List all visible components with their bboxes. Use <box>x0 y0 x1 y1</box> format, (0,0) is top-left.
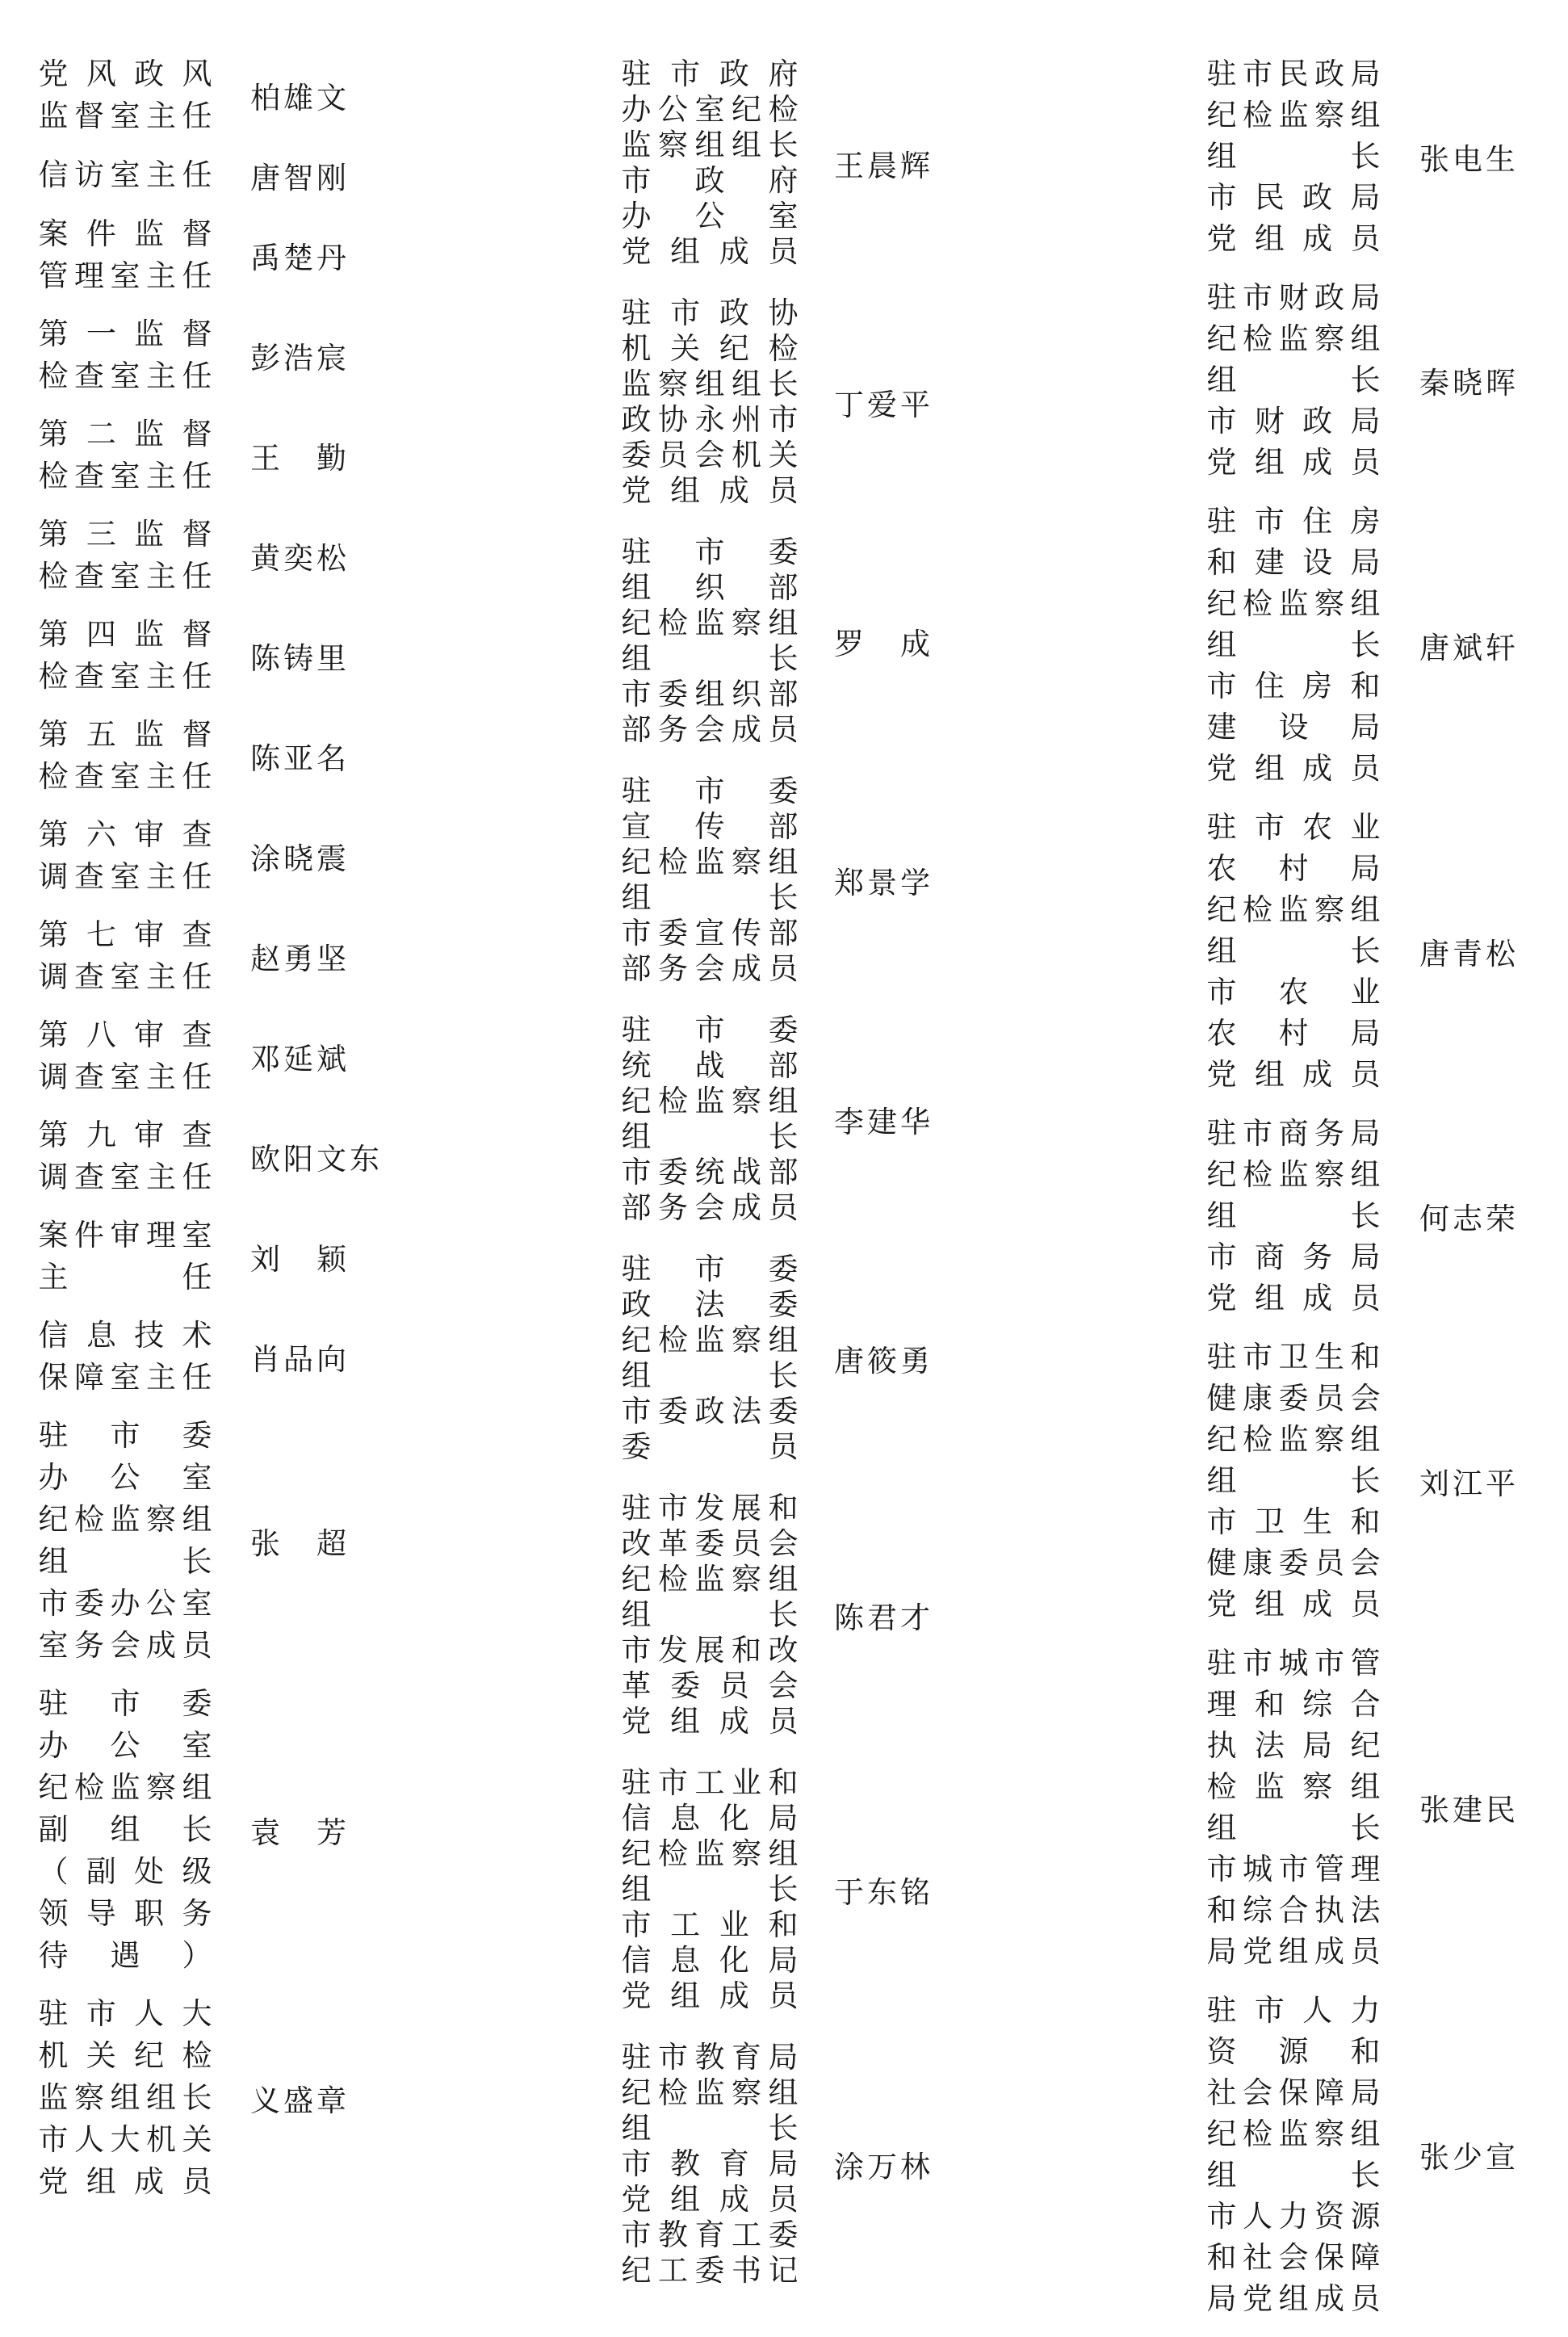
position-title-line: 第 七 审 查 <box>38 917 212 952</box>
position-title-line: 驻 市 财 政 局 <box>1206 280 1381 315</box>
position-title-line: 办 公 室 <box>38 1728 212 1763</box>
position-title <box>37 213 213 297</box>
position-title-line: 机 关 纪 检 <box>621 331 799 366</box>
position-title-line: 组 织 部 <box>621 570 799 605</box>
position-title-line: 纪 检 监 察 组 <box>1206 2117 1381 2151</box>
person-name: 义盛章 <box>250 2083 350 2118</box>
personnel-entry <box>37 1993 383 2203</box>
position-title-line: 委 员 会 机 关 <box>621 438 799 472</box>
person-name: 丁爱平 <box>834 388 933 422</box>
position-title-line: 驻 市 人 力 <box>1206 1993 1381 2028</box>
position-title-line: 纪 检 监 察 组 <box>38 1770 212 1805</box>
position-title-line: 检 查 室 主 任 <box>38 459 212 493</box>
position-title <box>37 1315 213 1399</box>
person-name: 柏雄文 <box>250 81 350 115</box>
position-title-line: 纪 检 监 察 组 <box>621 1084 799 1118</box>
position-title-line: 局 党 组 成 员 <box>1206 1934 1381 1969</box>
person-name: 刘江平 <box>1419 1466 1519 1501</box>
position-title-line: 市 城 市 管 理 <box>1206 1852 1381 1886</box>
position-title-line: 市 发 展 和 改 <box>621 1633 799 1668</box>
position-title-line: 党 组 成 员 <box>1206 445 1381 480</box>
personnel-entry <box>37 514 383 598</box>
position-title-line: 市 住 房 和 <box>1206 669 1381 703</box>
person-name: 袁 芳 <box>250 1815 350 1850</box>
personnel-entry <box>620 1252 933 1465</box>
position-title-line: 党 组 成 员 <box>621 1978 799 2013</box>
position-title-line: 组 长 <box>621 1597 799 1632</box>
position-title-line: 党 风 政 风 <box>38 57 212 91</box>
position-title <box>1205 1643 1381 1972</box>
person-name: 肖品向 <box>250 1342 350 1377</box>
personnel-entry <box>37 1415 383 1667</box>
position-title <box>620 1491 799 1739</box>
position-title-line: 检 查 室 主 任 <box>38 659 212 694</box>
personnel-entry <box>620 2040 933 2289</box>
position-title-line: 组 长 <box>621 1119 799 1154</box>
position-title-line: 纪 检 监 察 组 <box>1206 1422 1381 1457</box>
person-name: 陈铸里 <box>250 641 350 676</box>
position-title-line: 驻 市 商 务 局 <box>1206 1116 1381 1151</box>
position-title-line: 市 人 力 资 源 <box>1206 2199 1381 2234</box>
position-title <box>37 1683 213 1977</box>
position-title-line: 第 六 审 查 <box>38 817 212 852</box>
position-title-line: 驻 市 住 房 <box>1206 504 1381 539</box>
personnel-entry <box>620 774 933 987</box>
position-title <box>1205 53 1381 259</box>
position-title <box>1205 501 1381 789</box>
position-title-line: 第 九 审 查 <box>38 1118 212 1152</box>
position-title-line: 信 访 室 主 任 <box>38 157 212 192</box>
position-title <box>37 413 213 497</box>
position-title-line: 执 法 局 纪 <box>1206 1728 1381 1763</box>
position-title-line: 调 查 室 主 任 <box>38 959 212 994</box>
position-title-line: 市 农 业 <box>1206 975 1381 1009</box>
position-title <box>620 1252 799 1465</box>
personnel-entry <box>37 413 383 497</box>
position-title-line: 党 组 成 员 <box>1206 751 1381 786</box>
position-title-line: 驻 市 教 育 局 <box>621 2040 799 2075</box>
position-title <box>1205 807 1381 1095</box>
position-title-line: 驻 市 工 业 和 <box>621 1765 799 1800</box>
position-title-line: 和 建 设 局 <box>1206 545 1381 580</box>
position-title-line: 驻 市 委 <box>621 774 799 808</box>
position-title-line: 纪 检 监 察 组 <box>1206 1157 1381 1192</box>
position-title <box>37 1114 213 1198</box>
person-name: 邓延斌 <box>250 1042 350 1076</box>
position-title-line: 领 导 职 务 <box>38 1896 212 1931</box>
position-title <box>37 814 213 898</box>
position-title-line: 局 党 组 成 员 <box>1206 2281 1381 2316</box>
position-title-line: 政 协 永 州 市 <box>621 402 799 437</box>
position-title-line: 纪 检 监 察 组 <box>1206 586 1381 621</box>
position-title-line: 革 委 员 会 <box>621 1668 799 1703</box>
personnel-entry <box>1205 1336 1519 1625</box>
position-title-line: 驻 市 政 协 <box>621 296 799 330</box>
position-title-line: 办 公 室 <box>621 199 799 233</box>
personnel-entry <box>620 57 933 270</box>
position-title-line: 理 和 综 合 <box>1206 1687 1381 1722</box>
position-title-line: 纪 检 监 察 组 <box>1206 321 1381 356</box>
position-title-line: 党 组 成 员 <box>1206 1281 1381 1315</box>
position-title-line: 驻 市 委 <box>621 535 799 569</box>
position-title <box>620 774 799 987</box>
position-title-line: 组 长 <box>1206 139 1381 174</box>
personnel-entry <box>37 1683 383 1977</box>
position-title-line: 党 组 成 员 <box>621 2182 799 2217</box>
person-name: 王 勤 <box>250 441 350 476</box>
person-name: 张电生 <box>1419 141 1519 177</box>
personnel-entry <box>1205 53 1519 259</box>
position-title-line: 案 件 监 督 <box>38 216 212 251</box>
position-title-line: 调 查 室 主 任 <box>38 1160 212 1194</box>
position-title-line: 驻 市 委 <box>38 1686 212 1721</box>
position-title-line: 市 民 政 局 <box>1206 180 1381 215</box>
position-title-line: 党 组 成 员 <box>38 2164 212 2199</box>
position-title-line: 第 三 监 督 <box>38 517 212 552</box>
position-title-line: 第 一 监 督 <box>38 317 212 351</box>
position-title <box>1205 1113 1381 1319</box>
position-title-line: 农 村 局 <box>1206 1016 1381 1051</box>
position-title-line: 资 源 和 <box>1206 2034 1381 2069</box>
position-title-line: 组 长 <box>1206 934 1381 968</box>
right-column <box>1205 53 1519 2337</box>
position-title <box>620 1013 799 1226</box>
personnel-entry <box>37 1215 383 1299</box>
person-name: 彭浩宸 <box>250 341 350 376</box>
left-column <box>37 53 383 2219</box>
position-title-line: 监 察 组 组 长 <box>621 367 799 401</box>
position-title-line: 统 战 部 <box>621 1048 799 1083</box>
position-title-line: 农 村 局 <box>1206 851 1381 886</box>
person-name: 王晨辉 <box>834 149 933 183</box>
person-name: 陈亚名 <box>250 741 350 776</box>
personnel-entry <box>1205 277 1519 483</box>
position-title-line: 纪 检 监 察 组 <box>621 845 799 879</box>
position-title-line: 纪 检 监 察 组 <box>621 606 799 640</box>
personnel-entry <box>37 1315 383 1399</box>
person-name: 唐斌轩 <box>1419 630 1519 665</box>
position-title-line: 驻 市 卫 生 和 <box>1206 1340 1381 1374</box>
personnel-entry <box>37 153 383 197</box>
position-title-line: 市 委 办 公 室 <box>38 1586 212 1621</box>
position-title <box>37 514 213 598</box>
position-title-line: 健 康 委 员 会 <box>1206 1546 1381 1580</box>
position-title-line: 组 长 <box>1206 363 1381 397</box>
position-title <box>620 2040 799 2289</box>
position-title-line: 办 公 室 <box>38 1460 212 1495</box>
personnel-entry <box>1205 1990 1519 2319</box>
personnel-entry <box>620 1013 933 1226</box>
position-title-line: 组 长 <box>1206 627 1381 662</box>
position-title-line: 纪 检 监 察 组 <box>621 1562 799 1596</box>
personnel-entry <box>37 53 383 137</box>
position-title <box>37 1993 213 2203</box>
position-title-line: 政 法 委 <box>621 1287 799 1322</box>
position-title-line: 驻 市 城 市 管 <box>1206 1646 1381 1680</box>
position-title-line: 组 长 <box>1206 1810 1381 1845</box>
position-title-line: 党 组 成 员 <box>1206 221 1381 256</box>
person-name: 禹楚丹 <box>250 241 350 275</box>
position-title <box>620 296 799 509</box>
person-name: 陈君才 <box>834 1601 933 1635</box>
position-title-line: 纪 工 委 书 记 <box>621 2253 799 2288</box>
position-title-line: 市 人 大 机 关 <box>38 2122 212 2157</box>
position-title-line: 党 组 成 员 <box>1206 1587 1381 1622</box>
position-title-line: 市 商 务 局 <box>1206 1240 1381 1274</box>
position-title-line: 市 教 育 工 委 <box>621 2217 799 2252</box>
person-name: 于东铭 <box>834 1875 933 1910</box>
position-title-line: 副 组 长 <box>38 1812 212 1847</box>
person-name: 张建民 <box>1419 1793 1519 1827</box>
position-title-line: 社 会 保 障 局 <box>1206 2075 1381 2110</box>
position-title-line: 改 革 委 员 会 <box>621 1526 799 1561</box>
position-title-line: 检 查 室 主 任 <box>38 759 212 794</box>
person-name: 欧阳文东 <box>250 1142 383 1177</box>
position-title <box>1205 1990 1381 2319</box>
position-title-line: 办 公 室 纪 检 <box>621 92 799 127</box>
person-name: 罗 成 <box>834 627 933 661</box>
position-title <box>37 1215 213 1299</box>
position-title-line: 驻 市 委 <box>621 1013 799 1047</box>
position-title <box>37 714 213 798</box>
position-title-line: 市 财 政 局 <box>1206 404 1381 438</box>
person-name: 黄奕松 <box>250 541 350 576</box>
position-title-line: 待 遇 ） <box>38 1938 212 1973</box>
position-title-line: 党 组 成 员 <box>621 473 799 508</box>
position-title-line: 驻 市 委 <box>38 1418 212 1453</box>
position-title-line: 纪 检 监 察 组 <box>621 2075 799 2110</box>
person-name: 涂晓震 <box>250 841 350 876</box>
position-title-line: 第 四 监 督 <box>38 617 212 652</box>
position-title-line: 部 务 会 成 员 <box>621 712 799 747</box>
position-title-line: 监 察 组 组 长 <box>621 128 799 162</box>
position-title-line: 主 任 <box>38 1260 212 1294</box>
position-title-line: 组 长 <box>621 880 799 915</box>
position-title-line: 和 综 合 执 法 <box>1206 1893 1381 1928</box>
position-title-line: 市 卫 生 和 <box>1206 1504 1381 1539</box>
position-title-line: 组 长 <box>38 1544 212 1579</box>
personnel-entry <box>620 1765 933 2014</box>
person-name: 唐智刚 <box>250 161 350 195</box>
position-title <box>620 535 799 748</box>
position-title-line: 驻 市 委 <box>621 1252 799 1286</box>
person-name: 刘 颖 <box>250 1242 350 1277</box>
person-name: 何志荣 <box>1419 1201 1519 1236</box>
position-title-line: 组 长 <box>1206 1198 1381 1233</box>
position-title <box>620 57 799 270</box>
position-title-line: 机 关 纪 检 <box>38 2038 212 2073</box>
position-title-line: 检 查 室 主 任 <box>38 559 212 594</box>
person-name: 张少宣 <box>1419 2140 1519 2175</box>
position-title-line: 组 长 <box>1206 1463 1381 1498</box>
personnel-entry <box>37 213 383 297</box>
position-title-line: 监 察 组 组 长 <box>38 2080 212 2115</box>
position-title-line: 建 设 局 <box>1206 710 1381 745</box>
position-title-line: 检 监 察 组 <box>1206 1769 1381 1804</box>
position-title-line: 党 组 成 员 <box>621 1704 799 1739</box>
position-title <box>37 614 213 698</box>
position-title-line: 案 件 审 理 室 <box>38 1218 212 1252</box>
position-title-line: 组 长 <box>621 1872 799 1907</box>
position-title-line: 第 五 监 督 <box>38 717 212 752</box>
personnel-entry <box>1205 1113 1519 1319</box>
position-title-line: 党 组 成 员 <box>1206 1057 1381 1092</box>
person-name: 张 超 <box>250 1526 350 1561</box>
position-title <box>37 154 213 196</box>
position-title-line: 信 息 化 局 <box>621 1801 799 1836</box>
person-name: 赵勇坚 <box>250 942 350 976</box>
personnel-entry <box>1205 501 1519 789</box>
person-name: 秦晓晖 <box>1419 365 1519 401</box>
position-title-line: 第 八 审 查 <box>38 1017 212 1052</box>
position-title-line: 组 长 <box>621 641 799 676</box>
personnel-entry <box>37 1014 383 1098</box>
position-title-line: （ 副 处 级 <box>38 1854 212 1889</box>
position-title-line: 组 长 <box>621 2111 799 2146</box>
position-title-line: 和 社 会 保 障 <box>1206 2240 1381 2275</box>
position-title-line: 部 务 会 成 员 <box>621 951 799 986</box>
personnel-entry <box>37 814 383 898</box>
position-title-line: 驻 市 农 业 <box>1206 810 1381 845</box>
position-title-line: 纪 检 监 察 组 <box>621 1836 799 1871</box>
position-title-line: 市 委 政 法 委 <box>621 1394 799 1429</box>
position-title <box>37 53 213 137</box>
personnel-entry <box>1205 807 1519 1095</box>
position-title-line: 健 康 委 员 会 <box>1206 1381 1381 1416</box>
personnel-entry <box>37 1114 383 1198</box>
personnel-entry <box>37 614 383 698</box>
position-title-line: 驻 市 民 政 局 <box>1206 57 1381 91</box>
personnel-entry <box>37 914 383 998</box>
position-title-line: 纪 检 监 察 组 <box>38 1502 212 1537</box>
position-title-line: 驻 市 发 展 和 <box>621 1491 799 1525</box>
position-title <box>37 1415 213 1667</box>
position-title-line: 组 长 <box>1206 2158 1381 2192</box>
position-title-line: 宣 传 部 <box>621 809 799 844</box>
person-name: 唐青松 <box>1419 936 1519 971</box>
position-title-line: 纪 检 监 察 组 <box>1206 892 1381 927</box>
person-name: 李建华 <box>834 1105 933 1139</box>
position-title-line: 检 查 室 主 任 <box>38 359 212 393</box>
position-title-line: 信 息 技 术 <box>38 1318 212 1353</box>
position-title-line: 部 务 会 成 员 <box>621 1190 799 1225</box>
position-title-line: 第 二 监 督 <box>38 417 212 451</box>
position-title-line: 信 息 化 局 <box>621 1943 799 1978</box>
personnel-entry <box>620 1491 933 1739</box>
person-name: 涂万林 <box>834 2150 933 2184</box>
position-title-line: 监 督 室 主 任 <box>38 99 212 133</box>
position-title-line: 保 障 室 主 任 <box>38 1360 212 1395</box>
position-title <box>37 1014 213 1098</box>
position-title-line: 市 教 育 局 <box>621 2146 799 2181</box>
person-name: 郑景学 <box>834 866 933 900</box>
position-title <box>1205 277 1381 483</box>
position-title-line: 市 工 业 和 <box>621 1907 799 1942</box>
position-title <box>1205 1336 1381 1625</box>
personnel-entry <box>37 313 383 397</box>
middle-column <box>620 57 933 2314</box>
position-title-line: 委 员 <box>621 1429 799 1464</box>
personnel-entry <box>620 535 933 748</box>
position-title-line: 室 务 会 成 员 <box>38 1628 212 1663</box>
position-title-line: 市 委 组 织 部 <box>621 677 799 711</box>
position-title <box>620 1765 799 2014</box>
position-title-line: 纪 检 监 察 组 <box>1206 98 1381 132</box>
position-title-line: 管 理 室 主 任 <box>38 258 212 293</box>
personnel-entry <box>620 296 933 509</box>
position-title-line: 调 查 室 主 任 <box>38 1059 212 1094</box>
personnel-entry <box>1205 1643 1519 1972</box>
position-title-line: 党 组 成 员 <box>621 234 799 269</box>
position-title-line: 驻 市 人 大 <box>38 1996 212 2031</box>
position-title-line: 市 政 府 <box>621 163 799 198</box>
position-title-line: 驻 市 政 府 <box>621 57 799 91</box>
position-title-line: 调 查 室 主 任 <box>38 859 212 894</box>
person-name: 唐筱勇 <box>834 1344 933 1378</box>
position-title-line: 市 委 宣 传 部 <box>621 916 799 950</box>
position-title <box>37 313 213 397</box>
position-title <box>37 914 213 998</box>
personnel-entry <box>37 714 383 798</box>
position-title-line: 市 委 统 战 部 <box>621 1155 799 1189</box>
position-title-line: 组 长 <box>621 1358 799 1393</box>
position-title-line: 纪 检 监 察 组 <box>621 1323 799 1357</box>
